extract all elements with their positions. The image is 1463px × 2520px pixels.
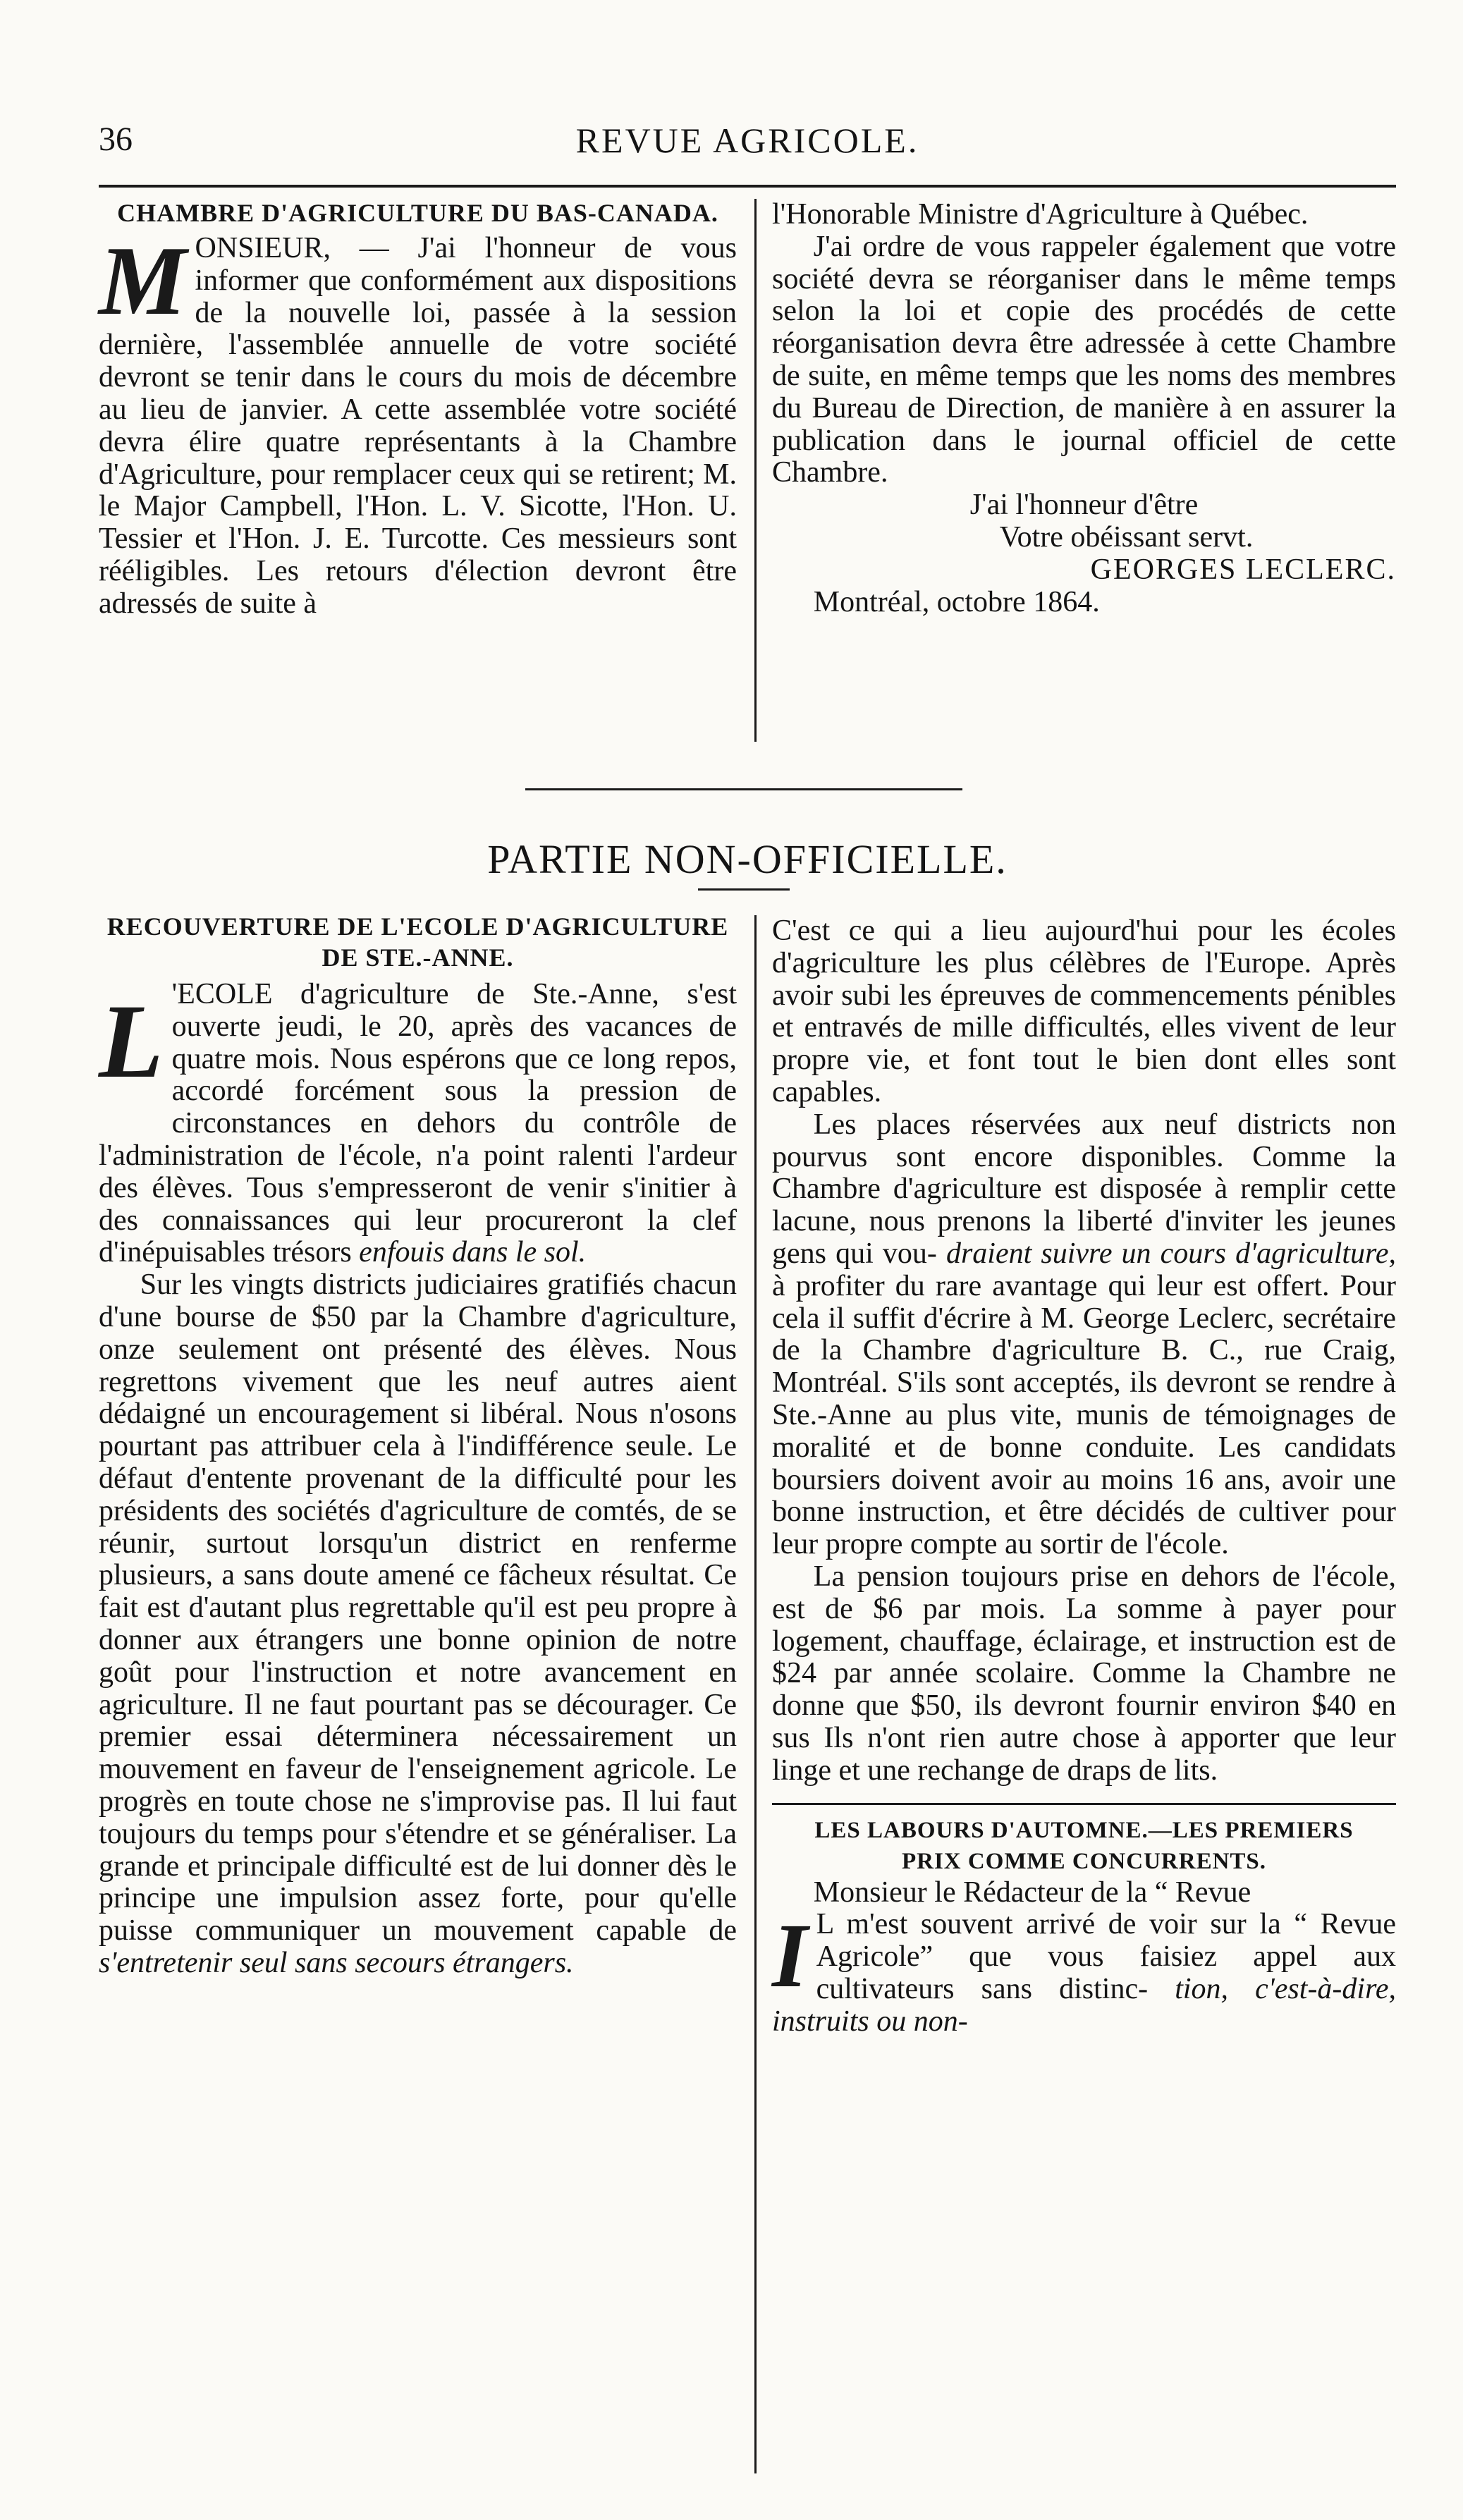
school-paragraph-1: L 'ECOLE d'agriculture de Ste.-Anne, s'est ouverte jeudi, le 20, après des vacances de quatre mois. Nous espérons que ce long repos, accordé forcément sous la pression de circonstances en dehors du contrôle de l'administration de l'école, n'a point ralenti l'ardeur des élèves. Tous s'empresseront de venir s'initier à des connaissances qui leur procureront la clef d'inépuisables trésors enfouis dans le sol. bbox=[99, 978, 737, 1269]
running-title: REVUE AGRICOLE. bbox=[575, 121, 919, 160]
header-rule bbox=[99, 185, 1396, 188]
section-title-underline bbox=[698, 888, 790, 891]
official-column-divider bbox=[754, 199, 757, 742]
dropcap-m: M bbox=[99, 226, 187, 336]
signature: GEORGES LECLERC. bbox=[1090, 553, 1396, 586]
section-rule bbox=[525, 788, 962, 790]
unofficial-left-column bbox=[99, 911, 737, 1980]
school-heading-line-2: DE STE.-ANNE. bbox=[322, 943, 514, 972]
official-right-p1: l'Honorable Ministre d'Agriculture à Québec. bbox=[772, 198, 1309, 231]
official-left-column bbox=[99, 197, 737, 620]
school-right-paragraph-1: C'est ce qui a lieu aujourd'hui pour les écoles d'agriculture les plus célèbres de l'Europe. Après avoir subi les épreuves de commencements pénibles et entravés de mille difficultés, elles vivent de leur propre vie, et font tout le bien dont elles sont capables. bbox=[772, 915, 1396, 1108]
labours-heading-line-1: LES LABOURS D'AUTOMNE.—LES PREMIERS bbox=[814, 1817, 1354, 1843]
official-heading: CHAMBRE D'AGRICULTURE DU BAS-CANADA. bbox=[117, 199, 718, 227]
school-right-paragraph-2: Les places réservées aux neuf districts non pourvus sont encore disponibles. Comme la Chambre d'agriculture est disposée à remplir cette lacune, nous prenons la liberté d'inviter les jeunes gens qui vou- draient suivre un cours d'agriculture, à profiter du rare avantage qui leur est offert. Pour cela il suffit d'écrire à M. George Leclerc, secrétaire de la Chambre d'agriculture B. C., rue Craig, Montréal. S'ils sont acceptés, ils devront se rendre à Ste.-Anne au plus vite, munis de témoignages de moralité et de bonne conduite. Les candidats boursiers doivent avoir au moins 16 ans, avoir une bonne instruction, et être décidés de cultiver pour leur propre compte au sortir de l'école. bbox=[772, 1108, 1396, 1561]
article-divider bbox=[772, 1803, 1396, 1805]
unofficial-right-column bbox=[772, 915, 1396, 2038]
dateline: Montréal, octobre 1864. bbox=[813, 585, 1100, 618]
unofficial-column-divider bbox=[754, 915, 757, 2473]
closing-line-1: J'ai l'honneur d'être bbox=[969, 489, 1199, 522]
labours-paragraph: I L m'est souvent arrivé de voir sur la “ Revue Agricole” que vous faisiez appel aux cultivateurs sans distinc- tion, c'est-à-dire, instruits ou non- bbox=[772, 1905, 1397, 2038]
section-title: PARTIE NON-OFFICIELLE. bbox=[487, 836, 1008, 882]
page-number: 36 bbox=[99, 121, 133, 158]
school-heading-line-1: RECOUVERTURE DE L'ECOLE D'AGRICULTURE bbox=[106, 912, 729, 941]
official-right-p2: J'ai ordre de vous rappeler également que votre société devra se réorganiser dans le même temps selon la loi et copie des procédés de cette réorganisation devra être adressée à cette Chambre de suite, en même temps que les noms des membres du Bureau de Direction, de manière à en assurer la publication dans le journal officiel de cette Chambre. bbox=[772, 230, 1396, 489]
page-header bbox=[99, 120, 1396, 183]
closing-line-2: Votre obéissant servt. bbox=[999, 520, 1254, 553]
school-paragraph-2: Sur les vingts districts judiciaires gratifiés chacun d'une bourse de $50 par la Chambre d'agriculture, onze seulement ont présenté des élèves. Nous regrettons vivement que les neuf autres aient dédaigné un encouragement si libéral. Nous n'osons pourtant pas attribuer cela à l'indifférence seule. Le défaut d'entente provenant de la difficulté pour les présidents des sociétés d'agriculture de comtés, de se réunir, surtout lorsqu'un district en renferme plusieurs, a sans doute amené ce fâcheux résultat. Ce fait est d'autant plus regrettable qu'il est peu propre à donner aux étrangers une bonne opinion de notre goût pour l'instruction et notre avancement en agriculture. Il ne faut pourtant pas se décourager. Ce premier essai déterminera nécessairement un mouvement en faveur de l'enseignement agricole. Le progrès en toute chose ne s'improvise pas. Il lui faut toujours du temps pour s'étendre et se généraliser. La grande et principale difficulté est de lui donner dès le principe une impulsion assez forte, pour qu'elle puisse communiquer un mouvement capable de s'entretenir seul sans secours étrangers. bbox=[99, 1268, 737, 1979]
salutation: Monsieur le Rédacteur de la “ Revue bbox=[813, 1876, 1251, 1909]
dropcap-l: L bbox=[99, 983, 164, 1100]
school-right-paragraph-3: La pension toujours prise en dehors de l'école, est de $6 par mois. La somme à payer pour logement, chauffage, éclairage, et instruction est de $24 par année scolaire. Comme la Chambre ne donne que $50, ils devront fournir environ $40 en sus Ils n'ont rien autre chose à apporter que leur linge et une rechange de draps de lits. bbox=[772, 1560, 1396, 1787]
official-letter-body bbox=[99, 226, 737, 620]
official-letter-text: ONSIEUR, — J'ai l'honneur de vous informer que conformément aux dispositions de la nouvelle loi, passée à la session dernière, l'assemblée annuelle de votre société devront se tenir dans le cours du mois de décembre au lieu de janvier. A cette assemblée votre société devra élire quatre représentants à la Chambre d'Agriculture, pour remplacer ceux qui se retirent; M. le Major Campbell, l'Hon. L. V. Sicotte, l'Hon. U. Tessier et l'Hon. J. E. Turcotte. Ces messieurs sont rééligibles. Les retours d'élection devront être adressés de suite à bbox=[99, 232, 737, 620]
labours-heading-line-2: PRIX COMME CONCURRENTS. bbox=[901, 1848, 1267, 1874]
dropcap-i: I bbox=[772, 1905, 808, 2007]
official-right-column bbox=[772, 199, 1396, 618]
